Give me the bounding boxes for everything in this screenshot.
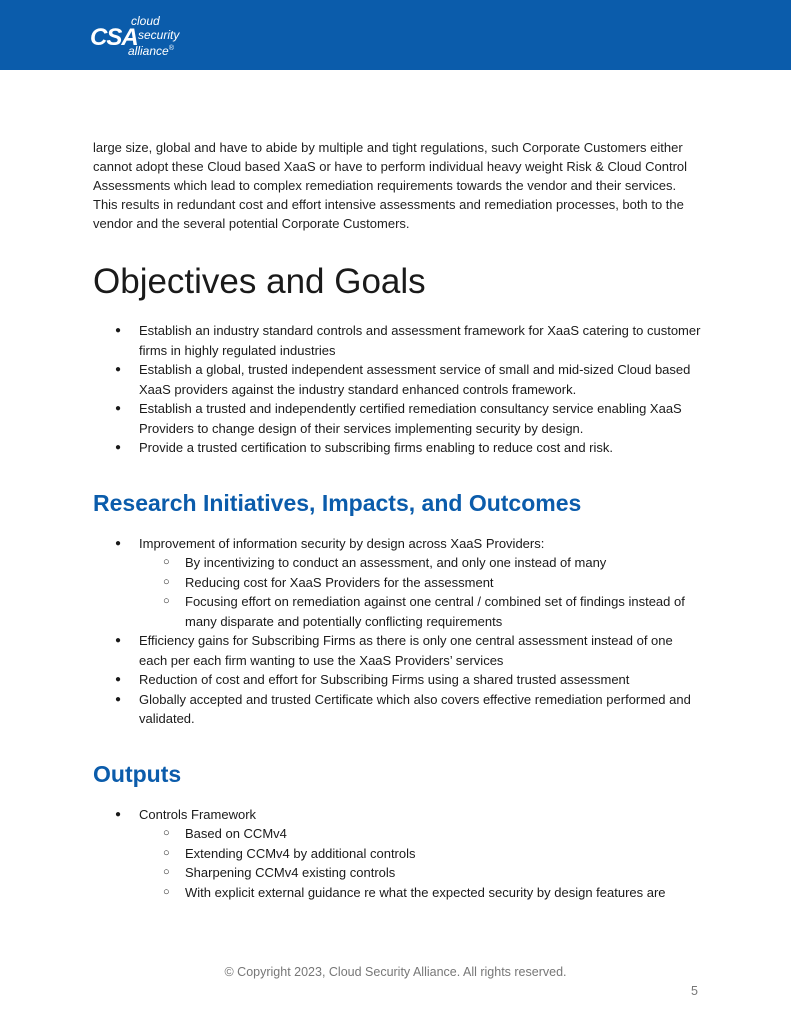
- objectives-list: [93, 321, 703, 458]
- sub-list-item: ○ Focusing effort on remediation against one central / combined set of findings instead of many disparate and potentially conflicting requirements: [185, 592, 703, 631]
- document-body: [93, 138, 703, 902]
- list-item: ● Provide a trusted certification to subscribing firms enabling to reduce cost and risk.: [139, 438, 703, 458]
- logo-wordmark: [128, 14, 179, 58]
- objectives-heading: Objectives and Goals: [93, 262, 426, 301]
- footer-copyright: © Copyright 2023, Cloud Security Alliance. All rights reserved.: [224, 965, 567, 979]
- sub-list-item: ○ Reducing cost for XaaS Providers for the assessment: [185, 573, 703, 593]
- list-item: [139, 534, 703, 632]
- logo-word-alliance: alliance®: [128, 44, 174, 58]
- list-item: ● Efficiency gains for Subscribing Firms as there is only one central assessment instead of one each per each firm wanting to use the XaaS Providers’ services: [139, 631, 703, 670]
- outputs-sublist: [139, 824, 703, 902]
- research-sublist: [139, 553, 703, 631]
- outputs-list: [93, 805, 703, 903]
- page-number: 5: [691, 984, 698, 998]
- sub-list-item: ○ Sharpening CCMv4 existing controls: [185, 863, 703, 883]
- list-item-text: Controls Framework: [139, 806, 257, 822]
- sub-list-item: ○ Based on CCMv4: [185, 824, 703, 844]
- list-item: ● Establish a trusted and independently certified remediation consultancy service enabling XaaS Providers to change design of their services implementing security by design.: [139, 399, 703, 438]
- logo-word-security: security: [138, 28, 180, 42]
- registered-mark: ®: [168, 45, 174, 52]
- sub-list-item: ○ With explicit external guidance re what the expected security by design features are: [185, 883, 703, 903]
- logo-word-cloud: cloud: [131, 14, 160, 28]
- list-item: [139, 805, 703, 903]
- research-list: [93, 534, 703, 729]
- csa-logo: [90, 14, 210, 58]
- page-header: [0, 0, 791, 70]
- logo-mark: CSA: [90, 24, 138, 51]
- list-item-text: Improvement of information security by design across XaaS Providers:: [139, 535, 545, 551]
- intro-paragraph: large size, global and have to abide by multiple and tight regulations, such Corporate Customers either cannot adopt these Cloud based XaaS or have to perform individual heavy weight Risk & Cloud Control Assessments which lead to complex remediation requirements towards the vendor and their services. This results in redundant cost and effort intensive assessments and remediation processes, both to the vendor and the several potential Corporate Customers.: [93, 140, 688, 231]
- outputs-heading: Outputs: [93, 760, 182, 787]
- list-item: ● Reduction of cost and effort for Subscribing Firms using a shared trusted assessment: [139, 670, 703, 690]
- sub-list-item: ○ Extending CCMv4 by additional controls: [185, 844, 703, 864]
- list-item: ● Establish a global, trusted independent assessment service of small and mid-sized Cloud based XaaS providers against the industry standard enhanced controls framework.: [139, 360, 703, 399]
- list-item: ● Globally accepted and trusted Certificate which also covers effective remediation performed and validated.: [139, 690, 703, 729]
- list-item: ● Establish an industry standard controls and assessment framework for XaaS catering to customer firms in highly regulated industries: [139, 321, 703, 360]
- research-heading: Research Initiatives, Impacts, and Outcomes: [93, 489, 582, 516]
- sub-list-item: ○ By incentivizing to conduct an assessment, and only one instead of many: [185, 553, 703, 573]
